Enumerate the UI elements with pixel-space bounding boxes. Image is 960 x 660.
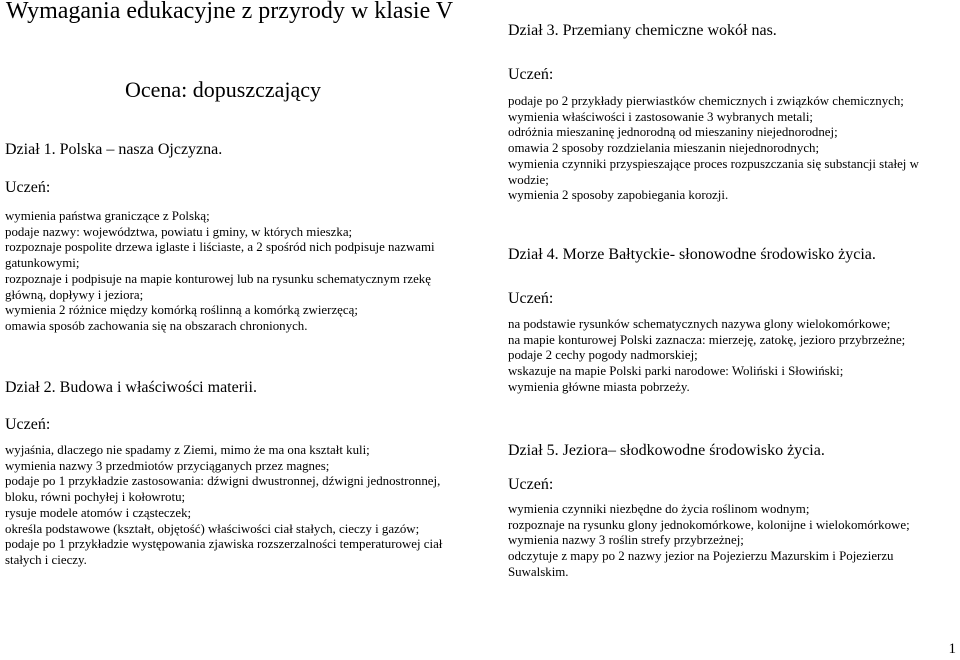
- list-item: wymienia czynniki przyspieszające proces rozpuszczania się substancji stałej w wodzie;: [508, 156, 919, 187]
- list-item: podaje po 1 przykładzie zastosowania: dźwigni dwustronnej, dźwigni jednostronnej, bloku, równi pochyłej i kołowrotu;: [5, 474, 441, 505]
- list-item: na podstawie rysunków schematycznych nazywa glony wielokomórkowe;: [508, 317, 891, 331]
- student-label: Uczeń:: [508, 476, 554, 493]
- requirement-list: [5, 209, 453, 335]
- list-item: wyjaśnia, dlaczego nie spadamy z Ziemi, mimo że ma ona kształt kuli;: [5, 443, 370, 457]
- requirement-list: [508, 317, 954, 396]
- list-item: omawia sposób zachowania się na obszarach chronionych.: [5, 318, 308, 333]
- list-item: omawia 2 sposoby rozdzielania mieszanin niejednorodnych;: [508, 141, 820, 156]
- list-item: określa podstawowe (kształt, objętość) właściwości ciał stałych, cieczy i gazów;: [5, 521, 420, 536]
- list-item: wymienia 2 różnice między komórką roślinną a komórką zwierzęcą;: [5, 303, 358, 318]
- list-item: wymienia 2 sposoby zapobiegania korozji.: [508, 188, 729, 203]
- list-item: wymienia czynniki niezbędne do życia roślinom wodnym;: [508, 502, 810, 516]
- student-label: Uczeń:: [5, 179, 51, 196]
- page-number: 1: [948, 641, 956, 657]
- document-title: Wymagania edukacyjne z przyrody w klasie V: [5, 0, 454, 24]
- section-heading: Dział 2. Budowa i właściwości materii.: [5, 379, 257, 396]
- list-item: podaje nazwy: województwa, powiatu i gminy, w których mieszka;: [5, 224, 353, 239]
- requirement-list: [5, 443, 453, 569]
- list-item: rozpoznaje i podpisuje na mapie konturowej lub na rysunku schematycznym rzekę główną, dopływy i jeziora;: [5, 271, 431, 302]
- student-label: Uczeń:: [5, 416, 51, 433]
- grade-heading: Ocena: dopuszczający: [125, 77, 322, 102]
- requirement-list: [508, 94, 954, 204]
- list-item: wymienia nazwy 3 przedmiotów przyciąganych przez magnes;: [5, 458, 330, 473]
- list-item: podaje po 2 przykłady pierwiastków chemicznych i związków chemicznych;: [508, 94, 904, 108]
- list-item: odczytuje z mapy po 2 nazwy jezior na Pojezierzu Mazurskim i Pojezierzu Suwalskim.: [508, 549, 894, 579]
- section-heading: Dział 1. Polska – nasza Ojczyzna.: [5, 141, 223, 158]
- list-item: rozpoznaje pospolite drzewa iglaste i liściaste, a 2 spośród nich podpisuje nazwami gatunkowymi;: [5, 240, 435, 271]
- section-heading: Dział 4. Morze Bałtyckie- słonowodne środowisko życia.: [508, 246, 876, 263]
- section-heading: Dział 3. Przemiany chemiczne wokół nas.: [508, 22, 777, 39]
- list-item: wymienia właściwości i zastosowanie 3 wybranych metali;: [508, 109, 813, 124]
- list-item: wymienia główne miasta pobrzeży.: [508, 379, 690, 394]
- list-item: odróżnia mieszaninę jednorodną od mieszaniny niejednorodnej;: [508, 125, 838, 140]
- list-item: rysuje modele atomów i cząsteczek;: [5, 505, 192, 520]
- section-heading: Dział 5. Jeziora– słodkowodne środowisko życia.: [508, 442, 825, 459]
- list-item: wymienia nazwy 3 roślin strefy przybrzeżnej;: [508, 533, 744, 548]
- list-item: wskazuje na mapie Polski parki narodowe: Woliński i Słowiński;: [508, 364, 844, 379]
- list-item: wymienia państwa graniczące z Polską;: [5, 209, 210, 223]
- requirement-list: [508, 502, 948, 581]
- student-label: Uczeń:: [508, 290, 554, 307]
- list-item: rozpoznaje na rysunku glony jednokomórkowe, kolonijne i wielokomórkowe;: [508, 517, 910, 532]
- student-label: Uczeń:: [508, 66, 554, 83]
- list-item: podaje po 1 przykładzie występowania zjawiska rozszerzalności temperaturowej ciał stałych i cieczy.: [5, 537, 443, 567]
- list-item: podaje 2 cechy pogody nadmorskiej;: [508, 348, 698, 363]
- list-item: na mapie konturowej Polski zaznacza: mierzeję, zatokę, jezioro przybrzeżne;: [508, 332, 906, 347]
